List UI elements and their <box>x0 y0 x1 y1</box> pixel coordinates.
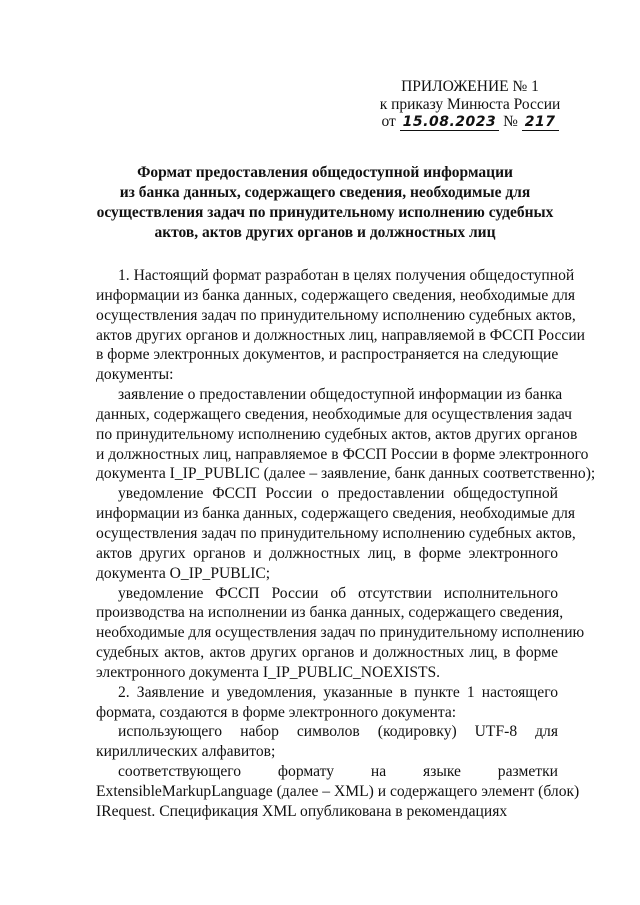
order-reference: к приказу Минюста России <box>379 95 561 113</box>
text-line: кириллических алфавитов; <box>96 743 276 761</box>
paragraph <box>96 722 558 762</box>
text-line: электронного документа I_IP_PUBLIC_NOEXISTS. <box>96 663 441 681</box>
text-line: информации из банка данных, содержащего сведения, необходимые для <box>96 505 576 523</box>
paragraph <box>96 484 576 583</box>
title-line: Формат предоставления общедоступной информации <box>137 164 513 181</box>
text-line: актов других органов и должностных лиц, направляемой в ФССП России <box>96 326 586 344</box>
text-line: заявление о предоставлении общедоступной информации из банка <box>118 386 563 404</box>
date-prefix: от <box>381 113 396 130</box>
text-line: ExtensibleMarkupLanguage (далее – XML) и содержащего элемент (блок) <box>96 782 580 800</box>
title-line: из банка данных, содержащего сведения, необходимые для <box>119 184 531 201</box>
text-line: документа O_IP_PUBLIC; <box>96 564 271 582</box>
text-line: уведомление ФССП России о предоставлении общедоступной <box>118 485 558 503</box>
text-line: документы: <box>96 366 174 384</box>
appendix-number: ПРИЛОЖЕНИЕ № 1 <box>401 78 539 95</box>
text-line: и должностных лиц, направляемое в ФССП России в форме электронного <box>96 445 589 463</box>
text-line: информации из банка данных, содержащего сведения, необходимые для <box>96 286 576 304</box>
title-line: осуществления задач по принудительному исполнению судебных <box>96 204 554 221</box>
text-line: документа I_IP_PUBLIC (далее – заявление, банк данных соответственно); <box>96 465 596 483</box>
paragraph <box>96 683 558 723</box>
text-line: 1. Настоящий формат разработан в целях получения общедоступной <box>118 267 575 284</box>
title-line: актов, актов других органов и должностных лиц <box>154 224 496 241</box>
text-line: судебных актов, актов других органов и должностных лиц, в форме <box>96 644 558 662</box>
order-date: 15.08.2023 <box>400 114 500 131</box>
text-line: осуществления задач по принудительному исполнению судебных актов, <box>96 524 576 542</box>
text-line: по принудительному исполнению судебных актов, актов других органов <box>96 425 578 443</box>
document-body <box>96 266 596 822</box>
text-line: необходимые для осуществления задач по принудительному исполнению <box>96 624 585 642</box>
text-line: уведомление ФССП России об отсутствии исполнительного <box>118 584 558 602</box>
text-line: в форме электронных документов, и распространяется на следующие <box>96 346 559 364</box>
document-title <box>90 163 560 243</box>
text-line: IRequest. Спецификация XML опубликована в рекомендациях <box>96 802 508 820</box>
text-line: формата, создаются в форме электронного документа: <box>96 703 457 721</box>
paragraph <box>96 584 585 683</box>
paragraph <box>96 385 596 484</box>
appendix-header <box>370 78 570 132</box>
text-line: соответствующего формату на языке разметки <box>118 763 558 781</box>
order-number: 217 <box>522 114 559 131</box>
text-line: осуществления задач по принудительному исполнению судебных актов, <box>96 306 576 324</box>
text-line: актов других органов и должностных лиц, в форме электронного <box>96 544 558 562</box>
text-line: данных, содержащего сведения, необходимые для осуществления задач <box>96 405 572 423</box>
paragraph <box>96 762 580 822</box>
text-line: производства на исполнении из банка данных, содержащего сведения, <box>96 604 564 622</box>
text-line: 2. Заявление и уведомления, указанные в пункте 1 настоящего <box>118 683 558 701</box>
text-line: использующего набор символов (кодировку) UTF-8 для <box>118 723 558 741</box>
paragraph <box>96 266 586 385</box>
number-prefix: № <box>503 113 518 130</box>
order-date-line <box>370 113 570 132</box>
